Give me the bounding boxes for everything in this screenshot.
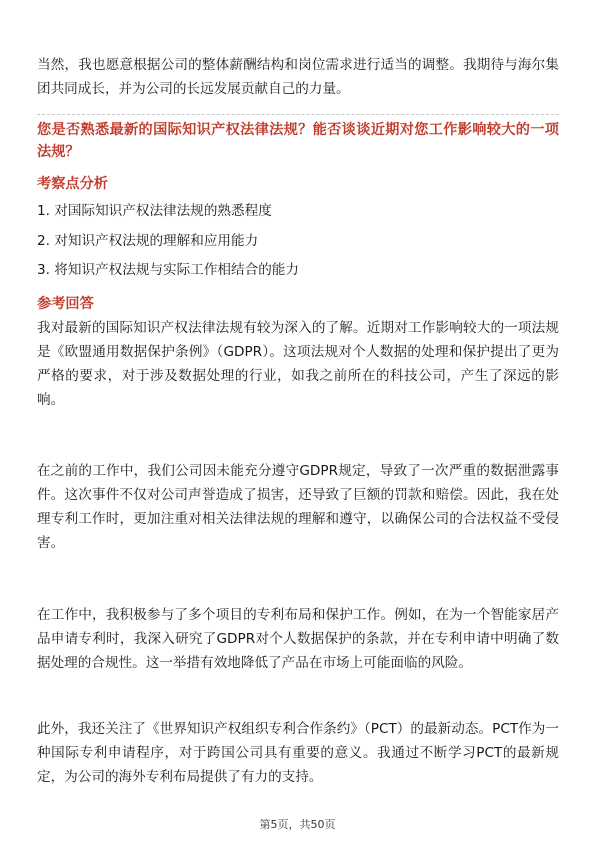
intro-paragraph: 当然，我也愿意根据公司的整体薪酬结构和岗位需求进行适当的调整。我期待与海尔集团共同成长，并为公司的长远发展贡献自己的力量。 (37, 57, 559, 97)
analysis-item: 2. 对知识产权法规的理解和应用能力 (37, 233, 259, 249)
answer-heading: 参考回答 (37, 296, 94, 312)
section-divider (37, 114, 559, 115)
answer-paragraph: 此外，我还关注了《世界知识产权组织专利合作条约》（PCT）的最新动态。PCT作为一种国际专利申请程序，对于跨国公司具有重要的意义。我通过不断学习PCT的最新规定，为公司的海外专利布局提供了有力的支持。 (37, 721, 559, 785)
analysis-item: 3. 将知识产权法规与实际工作相结合的能力 (37, 262, 299, 278)
analysis-item: 1. 对国际知识产权法律法规的熟悉程度 (37, 203, 272, 219)
answer-paragraph: 在之前的工作中，我们公司因未能充分遵守GDPR规定，导致了一次严重的数据泄露事件。这次事件不仅对公司声誉造成了损害，还导致了巨额的罚款和赔偿。因此，我在处理专利工作时，更加注重对相关法律法规的理解和遵守，以确保公司的合法权益不受侵害。 (37, 463, 559, 551)
answer-paragraph: 在工作中，我积极参与了多个项目的专利布局和保护工作。例如，在为一个智能家居产品申请专利时，我深入研究了GDPR对个人数据保护的条款，并在专利申请中明确了数据处理的合规性。这一举措有效地降低了产品在市场上可能面临的风险。 (37, 607, 559, 671)
interview-question: 您是否熟悉最新的国际知识产权法律法规？能否谈谈近期对您工作影响较大的一项法规？ (37, 122, 559, 160)
page-footer: 第5页，共50页 (259, 818, 336, 831)
analysis-heading: 考察点分析 (37, 176, 108, 192)
answer-paragraph: 我对最新的国际知识产权法律法规有较为深入的了解。近期对工作影响较大的一项法规是《欧盟通用数据保护条例》（GDPR）。这项法规对个人数据的处理和保护提出了更为严格的要求，对于涉及数据处理的行业，如我之前所在的科技公司，产生了深远的影响。 (37, 320, 559, 408)
